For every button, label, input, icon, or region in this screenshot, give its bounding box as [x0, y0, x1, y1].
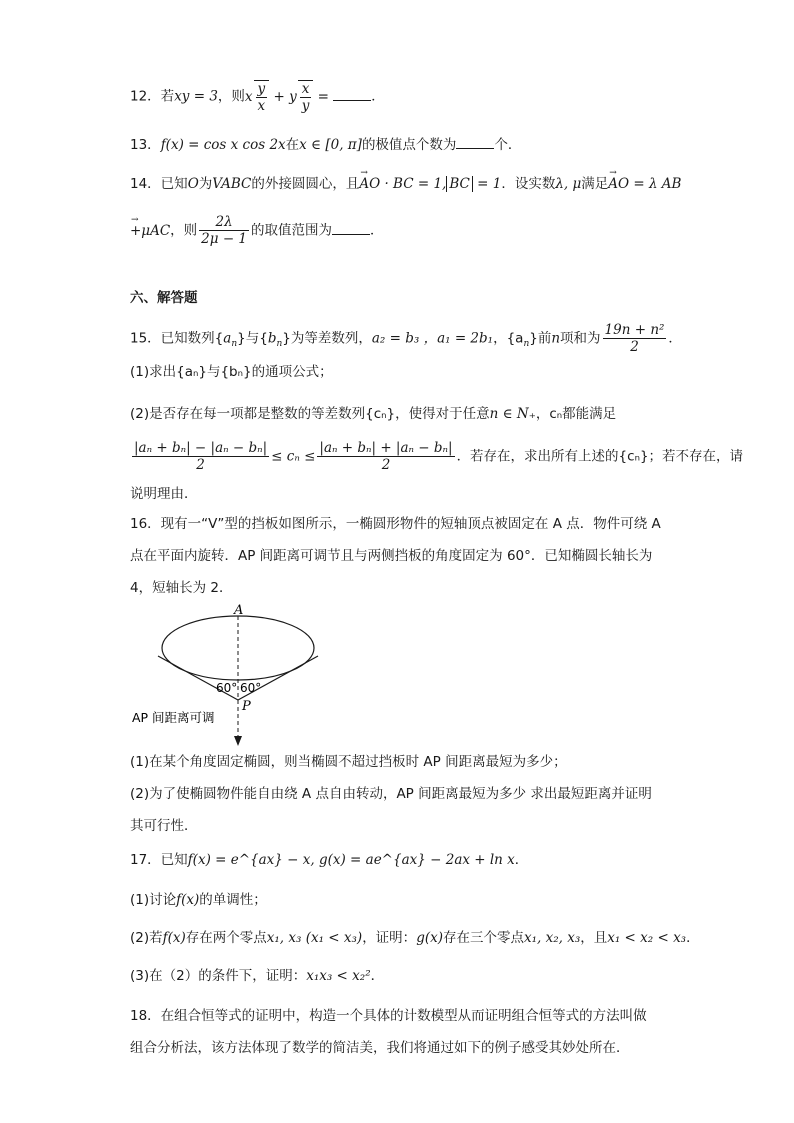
q15-sum-fraction	[603, 322, 667, 355]
q15-p2a: (2)是否存在每一项都是整数的等差数列{cₙ}，使得对于任意	[130, 406, 490, 422]
q15-part2-line1	[130, 404, 616, 424]
q14-fraction	[199, 214, 249, 247]
q15-part2-line2	[130, 440, 743, 473]
q12-answer-blank	[333, 86, 371, 101]
q15-p2b: n ∈ N₊	[489, 406, 536, 422]
q17-p1a: (1)讨论	[130, 892, 177, 908]
q16-part2-line1: (2)为了使椭圆物件能自由绕 A 点自由转动，AP 间距离最短为多少 求出最短距离并证明	[130, 786, 652, 802]
q14-line2-vec: → +μAC	[130, 221, 170, 241]
q12-prefix: 12．若	[130, 88, 175, 105]
q15-ineq-left-num: |aₙ + bₙ| − |aₙ − bₙ|	[134, 440, 268, 456]
q14-frac-den: 2μ − 1	[201, 231, 248, 247]
q15-an: a	[223, 330, 232, 347]
q17-part3	[130, 966, 384, 986]
q14-cond2: = 1	[472, 176, 502, 192]
q15-condition: a₂ = b₃ ，a₁ = 2b₁	[371, 330, 494, 347]
q12-mid: ，则	[217, 88, 245, 105]
label-angle-right: 60°	[240, 681, 262, 695]
figure-caption: AP 间距离可调	[132, 710, 215, 725]
q14-line2	[130, 214, 384, 247]
q12-expr: x $\frac{y}{x}$ + y $\frac{x}{y}$ =	[244, 81, 334, 114]
q14-line1	[130, 174, 681, 194]
q14-prefix: 14．已知	[130, 176, 188, 192]
q17-p2z: x₁, x₃ (x₁ < x₃)	[266, 930, 363, 946]
q12-suffix: ．	[371, 88, 385, 105]
q14-line2-range: 的取值范围为	[251, 222, 333, 239]
q14-vars: λ, μ	[555, 176, 582, 192]
label-P: P	[242, 699, 251, 714]
label-angle-left: 60°	[216, 681, 238, 695]
q15-l1c: }为等差数列，	[282, 330, 372, 347]
q15-ineq-right	[317, 440, 454, 473]
q15-ineq-left	[132, 440, 269, 473]
q17-p2e: ，且	[580, 930, 608, 946]
v-baffle-diagram	[130, 602, 400, 752]
q16-line3: 4，短轴长为 2．	[130, 580, 233, 596]
q14-part1: 为	[198, 176, 213, 192]
q17-p1b: 的单调性；	[199, 892, 267, 908]
q15-bn: b	[267, 330, 277, 347]
q17-p2g: g(x)	[416, 930, 443, 946]
q15-l1b: }与{	[237, 330, 268, 347]
q15-n: n	[551, 330, 561, 347]
q16-line2: 点在平面内旋转．AP 间距离可调节且与两侧挡板的角度固定为 60°．已知椭圆长轴长为	[130, 548, 653, 564]
q16-part2-line2: 其可行性．	[130, 818, 198, 834]
q14-vector-eq: → AO = λ AB	[608, 174, 681, 194]
q17-p3b: ．	[370, 968, 385, 984]
q17-l1a: 17．已知	[130, 852, 188, 868]
q14-cond1: → AO · BC = 1,	[359, 174, 446, 194]
q15-part2-line3: 说明理由．	[130, 486, 198, 502]
q15-ineq-left-den: 2	[196, 457, 205, 473]
q17-part2	[130, 928, 700, 948]
q17-l1b: ．	[514, 852, 529, 868]
q12-line	[130, 80, 385, 114]
q14-part2: 的外接圆圆心，且	[251, 176, 360, 192]
q17-line1	[130, 850, 528, 870]
q15-l1d: ，{a	[493, 330, 524, 347]
q15-part1: (1)求出{aₙ}与{bₙ}的通项公式；	[130, 364, 333, 380]
q13-domain: x ∈ [0, π]	[299, 137, 362, 153]
q17-p2f: f(x)	[162, 930, 186, 946]
q14-bc-abs: BC	[446, 176, 473, 192]
q17-p1f: f(x)	[176, 892, 200, 908]
q13-answer-blank	[456, 134, 494, 149]
q15-l1e: }前	[529, 330, 552, 347]
section-title: 六、解答题	[130, 290, 198, 306]
q18-line2: 组合分析法，该方法体现了数学的简洁美，我们将通过如下的例子感受其妙处所在．	[130, 1040, 630, 1056]
q13-function: f(x) = cos x cos 2x	[160, 137, 286, 153]
q17-p2d: 存在三个零点	[442, 930, 524, 946]
q14-O: O	[187, 176, 199, 192]
q15-sum-num: 19n + n²	[604, 322, 665, 338]
q14-answer-blank	[332, 220, 370, 235]
q13-mid: 在	[285, 137, 300, 153]
q12-condition: xy = 3	[174, 88, 218, 105]
q13-unit: 个．	[494, 137, 522, 153]
q17-p2b: 存在两个零点	[185, 930, 267, 946]
q17-p2z2: x₁, x₂, x₃	[523, 930, 581, 946]
arrow-down-icon	[234, 736, 242, 746]
q17-p2f2: ．	[686, 930, 700, 946]
label-A: A	[234, 603, 244, 618]
q17-p2c: ，证明：	[362, 930, 417, 946]
q14-triangle: VABC	[212, 176, 252, 192]
q17-p3ineq: x₁x₃ < x₂²	[306, 968, 371, 984]
q15-sum-den: 2	[630, 339, 639, 355]
q14-end: ．	[370, 222, 384, 239]
q16-line1: 16．现有一“V”型的挡板如图所示，一椭圆形物件的短轴顶点被固定在 A 点．物件可绕 A	[130, 516, 661, 532]
q17-p3a: (3)在（2）的条件下，证明：	[130, 968, 307, 984]
q17-part1	[130, 890, 267, 910]
q13-line	[130, 134, 521, 155]
q14-part4: 满足	[581, 176, 609, 192]
q14-line2-then: ，则	[170, 222, 198, 239]
q15-ineq-right-den: 2	[381, 457, 391, 473]
q16-part1: (1)在某个角度固定椭圆，则当椭圆不超过挡板时 AP 间距离最短为多少；	[130, 754, 567, 770]
q15-ineq-mid: ≤ cₙ ≤	[271, 448, 316, 465]
q15-l1a: 15．已知数列{	[130, 330, 224, 347]
q13-tail: 的极值点个数为	[361, 137, 457, 153]
q17-p2a: (2)若	[130, 930, 163, 946]
q15-p2c: ，cₙ都能满足	[535, 406, 617, 422]
q17-p2ord: x₁ < x₂ < x₃	[607, 930, 687, 946]
q17-functions: f(x) = e^{ax} − x, g(x) = ae^{ax} − 2ax + ln x	[187, 852, 515, 868]
q15-ineq-right-num: |aₙ + bₙ| + |aₙ − bₙ|	[319, 440, 453, 456]
q15-l1g: ．	[668, 330, 682, 347]
q18-line1: 18．在组合恒等式的证明中，构造一个具体的计数模型从而证明组合恒等式的方法叫做	[130, 1008, 647, 1024]
q15-line1: 15．已知数列$\{a_n\}$与$\{b_n\}$为等差数列，a₂ = b₃ ，a₁ = 2b₁，$\{a_n\}$前n项和为 $\frac{\text{19n + n²}}{2}$ ．	[130, 322, 682, 355]
q13-prefix: 13．	[130, 137, 161, 153]
q14-part3: ．设实数	[501, 176, 556, 192]
q14-frac-num: 2λ	[199, 214, 249, 231]
q15-l1f: 项和为	[560, 330, 601, 347]
q15-p2d: ．若存在，求出所有上述的{cₙ}；若不存在，请	[456, 448, 744, 465]
